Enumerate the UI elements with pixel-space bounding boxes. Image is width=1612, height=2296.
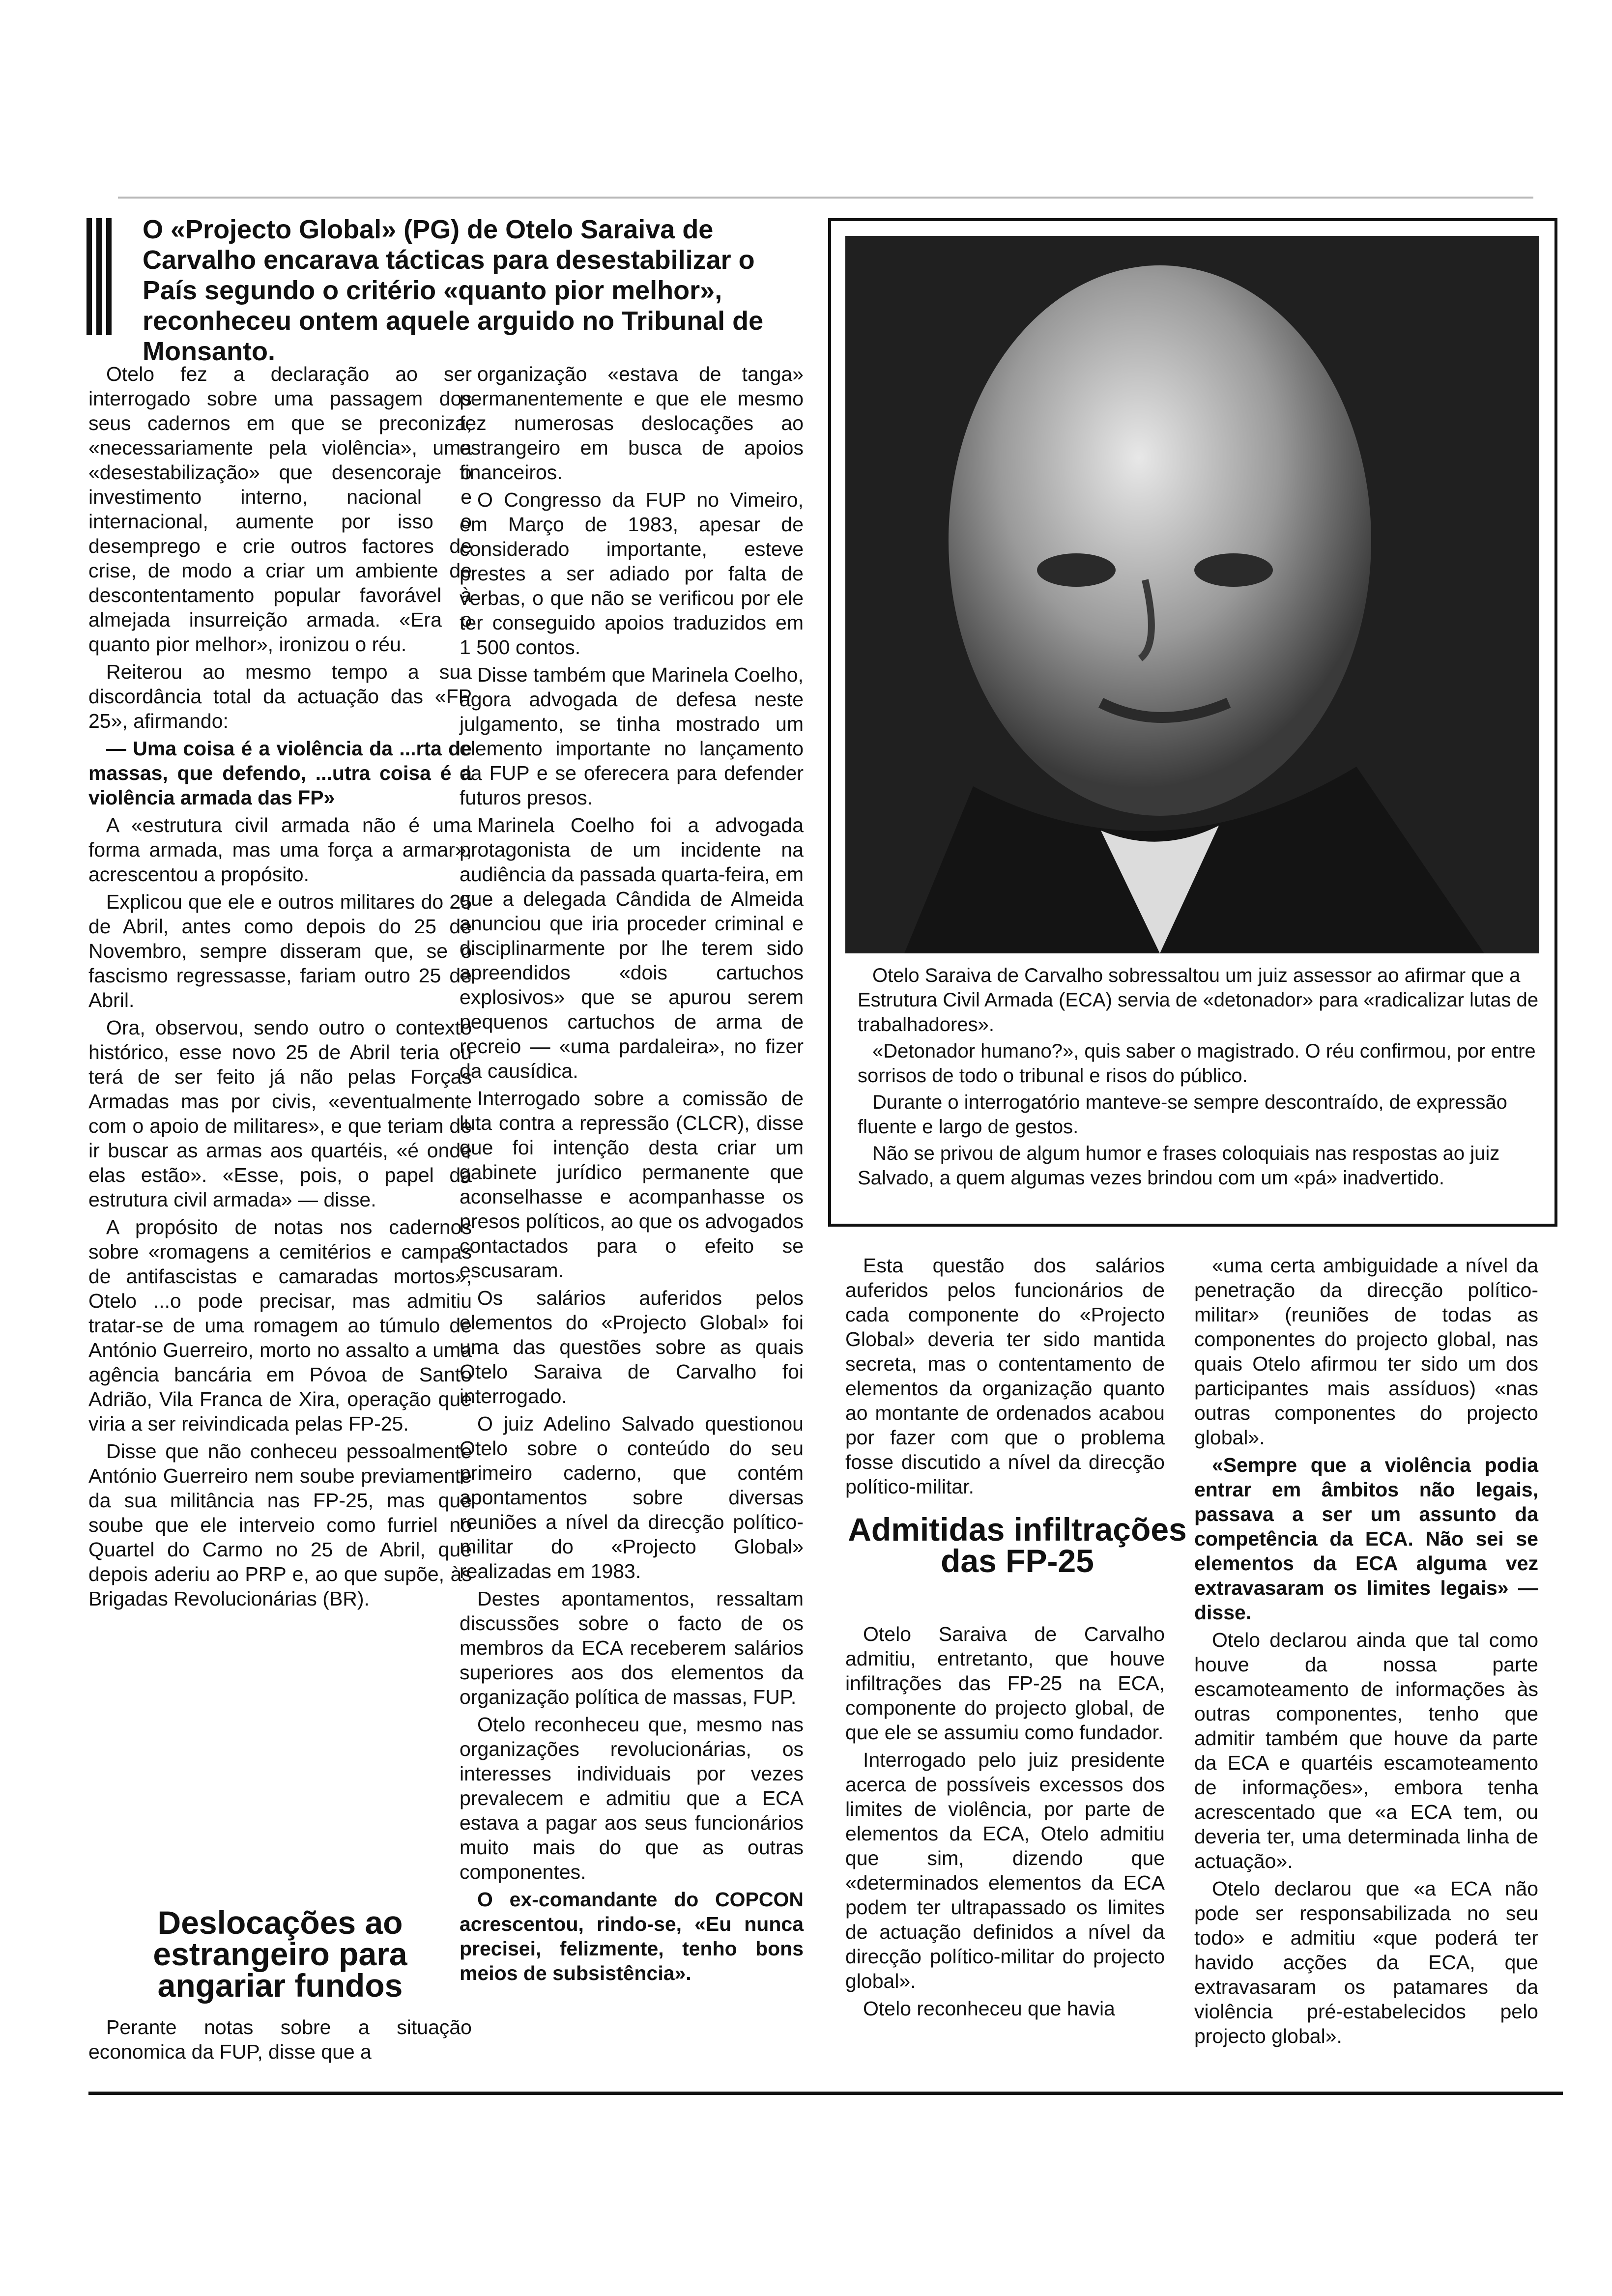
- column-3: [845, 1253, 1165, 1502]
- subheading-admitidas: Admitidas infiltrações das FP-25: [848, 1511, 1187, 1579]
- paragraph: Interrogado pelo juiz presidente acerca de possíveis excessos dos limites de violência, por parte de elementos da ECA, Otelo admitiu que sim, dizendo que «determinados elementos da ECA podem ter ultrapassado os limites de actuação definidos a nível da direcção político-militar do projecto global».: [845, 1749, 1165, 1992]
- caption-paragraph: Não se privou de algum humor e frases coloquiais nas respostas ao juiz Salvado, a quem algumas vezes brindou com um «pá» inadvertido.: [858, 1143, 1500, 1189]
- section-marker-bars: [86, 218, 122, 335]
- paragraph: O Congresso da FUP no Vimeiro, em Março de 1983, apesar de considerado importante, esteve prestes a ser adiado por falta de verbas, o que não se verificou por ele ter conseguido apoios traduzidos em 1 500 contos.: [460, 488, 804, 659]
- paragraph: O juiz Adelino Salvado questionou Otelo sobre o conteúdo do seu primeiro caderno, que contém apontamentos sobre diversas reuniões a nível da direcção político-militar do «Projecto Global» realizadas em 1983.: [460, 1412, 804, 1582]
- paragraph: Disse também que Marinela Coelho, agora advogada de defesa neste julgamento, se tinha mostrado um elemento importante no lançamento da FUP e se oferecera para defender futuros presos.: [460, 663, 804, 809]
- photo-caption: [858, 963, 1541, 1192]
- paragraph: Otelo declarou ainda que tal como houve da nossa parte escamoteamento de informações às outras componentes, tenho que admitir também que houve da parte da ECA e quartéis escamoteamento de informações», embora tenha acrescentado que «a ECA tem, ou deveria ter, uma determinada linha de actuação».: [1194, 1629, 1538, 1872]
- caption-paragraph: «Detonador humano?», quis saber o magistrado. O réu confirmou, por entre sorrisos de todo o tribunal e risos do público.: [858, 1040, 1536, 1087]
- paragraph: Disse que não conheceu pessoalmente António Guerreiro nem soube previamente da sua militância nas FP-25, mas que soube que ele interveio como furriel no Quartel do Carmo no 25 de Abril, que depois aderiu ao PRP e, ao que supõe, às Brigadas Revolucionárias (BR).: [88, 1440, 472, 1610]
- column-2: [460, 362, 804, 1988]
- column-3b: [845, 1622, 1165, 2024]
- subheading-deslocacoes: Deslocações ao estrangeiro para angariar fundos: [153, 1904, 407, 2004]
- paragraph: Os salários auferidos pelos elementos do «Projecto Global» foi uma das questões sobre as quais Otelo Saraiva de Carvalho foi interrogado.: [460, 1287, 804, 1407]
- top-rule: [118, 197, 1533, 199]
- paragraph: organização «estava de tanga» permanentemente e que ele mesmo fez numerosas deslocações ao estrangeiro em busca de apoios financeiros.: [460, 363, 804, 484]
- paragraph: Otelo Saraiva de Carvalho admitiu, entretanto, que houve infiltrações das FP-25 na ECA, componente do projecto global, de que ele se assumiu como fundador.: [845, 1623, 1165, 1744]
- paragraph: A propósito de notas nos cadernos sobre «romagens a cemitérios e campas de antifascistas e camaradas mortos», Otelo ...o pode precisar, mas admitiu tratar-se de uma romagem ao túmulo de António Guerreiro, morto no assalto a uma agência bancária em Póvoa de Santo Adrião, Vila Franca de Xira, operação que viria a ser reivindicada pelas FP-25.: [88, 1216, 472, 1435]
- headline: O «Projecto Global» (PG) de Otelo Saraiva de Carvalho encarava tácticas para desestabilizar o País segundo o critério «quanto pior melhor», reconheceu ontem aquele arguido no Tribunal de Monsanto.: [143, 215, 764, 366]
- paragraph: O ex-comandante do COPCON acrescentou, rindo-se, «Eu nunca precisei, felizmente, tenho bons meios de subsistência».: [460, 1888, 804, 1984]
- paragraph: «uma certa ambiguidade a nível da penetração da direcção político-militar» (reuniões de todas as componentes do projecto global, nas quais Otelo afirmou ter sido um dos participantes mais assíduos) «nas outras componentes do projecto global».: [1194, 1254, 1538, 1449]
- paragraph: A «estrutura civil armada não é uma forma armada, mas uma força a armar», acrescentou a propósito.: [88, 814, 472, 886]
- paragraph: Otelo fez a declaração ao ser interrogado sobre uma passagem dos seus cadernos em que se preconiza, «necessariamente pela violência», uma «desestabilização» que desencoraje o investimento interno, nacional e internacional, aumente por isso o desemprego e crie outros factores de crise, de modo a criar um ambiente de descontentamento popular favorável à almejada insurreição armada. «Era o quanto pior melhor», ironizou o réu.: [88, 363, 472, 656]
- paragraph: Reiterou ao mesmo tempo a sua discordância total da actuação das «FP 25», afirmando:: [88, 660, 472, 732]
- caption-paragraph: Durante o interrogatório manteve-se sempre descontraído, de expressão fluente e largo de gestos.: [858, 1091, 1507, 1138]
- column-4: [1194, 1253, 1538, 2051]
- portrait-photo: [845, 236, 1539, 953]
- paragraph: Esta questão dos salários auferidos pelos funcionários de cada componente do «Projecto Global» deveria ter sido mantida secreta, mas o contentamento de elementos da organização quanto ao montante de ordenados acabou por fazer com que o problema fosse discutido a nível da direcção político-militar.: [845, 1254, 1165, 1498]
- paragraph: Interrogado sobre a comissão de luta contra a repressão (CLCR), disse que foi intenção desta criar um gabinete jurídico permanente que aconselhasse e acompanhasse os presos políticos, ao que os advogados contactados para o efeito se escusaram.: [460, 1087, 804, 1282]
- paragraph: Destes apontamentos, ressaltam discussões sobre o facto de os membros da ECA receberem salários superiores aos dos elementos da organização política de massas, FUP.: [460, 1587, 804, 1708]
- paragraph: Marinela Coelho foi a advogada protagonista de um incidente na audiência da passada quarta-feira, em que a delegada Cândida de Almeida anunciou que iria proceder criminal e disciplinarmente por lhe terem sido apreendidos «dois cartuchos explosivos» que se apurou serem pequenos cartuchos de arma de recreio — «uma pardaleira», no fizer da causídica.: [460, 814, 804, 1082]
- paragraph: Otelo declarou que «a ECA não pode ser responsabilizada no seu todo» e admitiu «que poderá ter havido acções da ECA, que extravasaram os patamares da violência pré-estabelecidos pelo projecto global».: [1194, 1877, 1538, 2047]
- paragraph: «Sempre que a violência podia entrar em âmbitos não legais, passava a ser um assunto da competência da ECA. Não sei se elementos da ECA alguma vez extravasaram os limites legais» — disse.: [1194, 1454, 1538, 1624]
- paragraph: Perante notas sobre a situação economica da FUP, disse que a: [88, 2016, 472, 2063]
- paragraph: Ora, observou, sendo outro o contexto histórico, esse novo 25 de Abril teria ou terá de ser feito já não pelas Forças Armadas mas por civis, «eventualmente com o apoio de militares», e que teriam de ir buscar as armas aos quartéis, «é onde elas estão». «Esse, pois, o papel da estrutura civil armada» — disse.: [88, 1016, 472, 1211]
- paragraph: Explicou que ele e outros militares do 25 de Abril, antes como depois do 25 de Novembro, sempre disseram que, se o fascismo regressasse, fariam outro 25 de Abril.: [88, 890, 472, 1011]
- portrait-illustration: [845, 236, 1539, 953]
- column-1: [88, 362, 472, 1614]
- paragraph: — Uma coisa é a violência da ...rta de massas, que defendo, ...utra coisa é a violência armada das FP»: [88, 737, 472, 809]
- paragraph: Otelo reconheceu que, mesmo nas organizações revolucionárias, os interesses individuais por vezes prevalecem e admitiu que a ECA estava a pagar aos seus funcionários muito mais do que as outras componentes.: [460, 1713, 804, 1883]
- column-1-tail: [88, 2015, 472, 2067]
- bottom-rule: [88, 2092, 1563, 2095]
- caption-paragraph: Otelo Saraiva de Carvalho sobressaltou um juiz assessor ao afirmar que a Estrutura Civil Armada (ECA) servia de «detonador» para «radicalizar lutas de trabalhadores».: [858, 965, 1539, 1035]
- paragraph: Otelo reconheceu que havia: [863, 1997, 1115, 2020]
